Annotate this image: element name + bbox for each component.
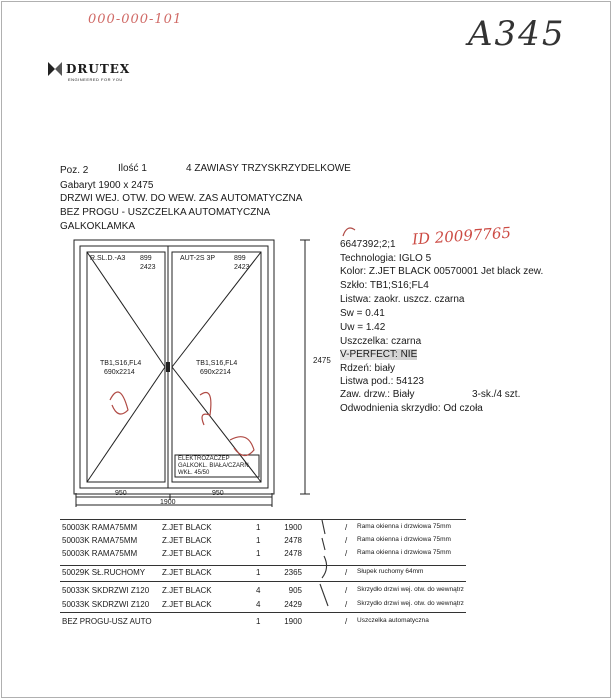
right-sash-size: 690x2214	[200, 369, 231, 376]
right-sash-type: AUT-2S 3P	[180, 255, 216, 262]
row-quantity: 1	[256, 617, 261, 626]
dimension-height: 2475	[313, 356, 331, 365]
left-sash-size: 690x2214	[104, 369, 135, 376]
row-marker-icon: /	[345, 617, 348, 626]
accessory-note-1: ELEKTROZACZEP	[178, 456, 230, 462]
row-code: 50029K SŁ.RUCHOMY	[62, 568, 146, 577]
spec-bead: Listwa: zaokr. uszcz. czarna	[340, 294, 465, 305]
row-marker-icon: /	[345, 536, 348, 545]
spec-technology: Technologia: IGLO 5	[340, 253, 432, 264]
row-length: 1900	[284, 617, 302, 626]
accessory-note-2: GALKOKL. BIAŁA/CZARN	[178, 463, 249, 469]
description-line-2: BEZ PROGU - USZCZELKA AUTOMATYCZNA	[60, 207, 271, 218]
spec-color: Kolor: Z.JET BLACK 00570001 Jet black zew.	[340, 266, 544, 277]
row-quantity: 1	[256, 523, 261, 532]
dimension-total: 1900	[160, 499, 176, 506]
row-marker-icon: /	[345, 600, 348, 609]
dimension-right: 950	[212, 490, 224, 497]
spec-drainage: Odwodnienia skrzydło: Od czoła	[340, 403, 483, 414]
row-marker-icon: /	[345, 586, 348, 595]
spec-hinge-count: 3-sk./4 szt.	[472, 389, 521, 400]
row-code: BEZ PROGU-USZ AUTO	[62, 617, 152, 626]
right-sash-glass: TB1,S16,FL4	[196, 360, 238, 367]
row-code: 50003K RAMA75MM	[62, 549, 138, 558]
handwritten-id: ID 20097765	[411, 223, 512, 249]
right-sash-height: 2423	[234, 264, 250, 271]
row-color: Z.JET BLACK	[162, 568, 212, 577]
spec-gasket: Uszczelka: czarna	[340, 336, 422, 347]
row-description: Rama okienna i drzwiowa 75mm	[357, 549, 451, 556]
row-code: 50003K RAMA75MM	[62, 536, 138, 545]
row-description: Rama okienna i drzwiowa 75mm	[357, 536, 451, 543]
row-color: Z.JET BLACK	[162, 600, 212, 609]
row-length: 2478	[284, 549, 302, 558]
table-rule-mullion	[60, 581, 466, 582]
row-description: Słupek ruchomy 64mm	[357, 568, 424, 575]
dimension-left: 950	[115, 490, 127, 497]
row-length: 1900	[284, 523, 302, 532]
row-marker-icon: /	[345, 523, 348, 532]
quantity-label: Ilość 1	[118, 163, 147, 174]
logo-tagline: ENGINEERED FOR YOU	[68, 77, 123, 82]
spec-sw: Sw = 0.41	[340, 308, 385, 319]
logo-name: DRUTEX	[66, 62, 131, 76]
spec-uw: Uw = 1.42	[340, 322, 386, 333]
row-marker-icon: /	[345, 549, 348, 558]
row-color: Z.JET BLACK	[162, 586, 212, 595]
row-length: 2478	[284, 536, 302, 545]
spec-glass: Szkło: TB1;S16;FL4	[340, 280, 429, 291]
handwritten-reference: 000-000-101	[88, 12, 183, 27]
spec-order-number: 6647392;2;1	[340, 239, 396, 250]
row-length: 905	[288, 586, 302, 595]
handwritten-code: A345	[468, 14, 566, 54]
table-rule-top	[60, 519, 466, 520]
row-length: 2429	[284, 600, 302, 609]
left-sash-glass: TB1,S16,FL4	[100, 360, 142, 367]
row-quantity: 1	[256, 536, 261, 545]
left-sash-height: 2423	[140, 264, 156, 271]
row-description: Rama okienna i drzwiowa 75mm	[357, 523, 451, 530]
row-code: 50033K SKDRZWI Z120	[62, 586, 150, 595]
row-code: 50033K SKDRZWI Z120	[62, 600, 150, 609]
row-code: 50003K RAMA75MM	[62, 523, 138, 532]
row-description: Uszczelka automatyczna	[357, 617, 429, 624]
table-rule-frame	[60, 565, 466, 566]
table-rule-sash	[60, 612, 466, 613]
spec-core: Rdzeń: biały	[340, 363, 396, 374]
row-color: Z.JET BLACK	[162, 523, 212, 532]
spec-door-hinges: Zaw. drzw.: Biały	[340, 389, 415, 400]
row-length: 2365	[284, 568, 302, 577]
position-label: Poz. 2	[60, 165, 89, 176]
row-description: Skrzydło drzwi wej. otw. do wewnątrz	[357, 586, 464, 593]
row-quantity: 1	[256, 568, 261, 577]
spec-v-perfect: V-PERFECT: NIE	[340, 349, 418, 360]
row-quantity: 1	[256, 549, 261, 558]
row-color: Z.JET BLACK	[162, 549, 212, 558]
size-label: Gabaryt 1900 x 2475	[60, 180, 154, 191]
hinges-label: 4 ZAWIASY TRZYSKRZYDELKOWE	[186, 163, 351, 174]
row-color: Z.JET BLACK	[162, 536, 212, 545]
row-quantity: 4	[256, 600, 261, 609]
accessory-note-3: WKŁ. 45/50	[178, 470, 210, 476]
logo-mark-icon	[46, 60, 64, 78]
row-quantity: 4	[256, 586, 261, 595]
left-sash-type: R.SL.D.-A3	[90, 255, 126, 262]
row-description: Skrzydło drzwi wej. otw. do wewnątrz	[357, 600, 464, 607]
left-sash-width: 899	[140, 255, 152, 262]
right-sash-width: 899	[234, 255, 246, 262]
description-line-3: GALKOKLAMKA	[60, 221, 136, 232]
row-marker-icon: /	[345, 568, 348, 577]
description-line-1: DRZWI WEJ. OTW. DO WEW. ZAS AUTOMATYCZNA	[60, 193, 303, 204]
spec-sill-bead: Listwa pod.: 54123	[340, 376, 424, 387]
